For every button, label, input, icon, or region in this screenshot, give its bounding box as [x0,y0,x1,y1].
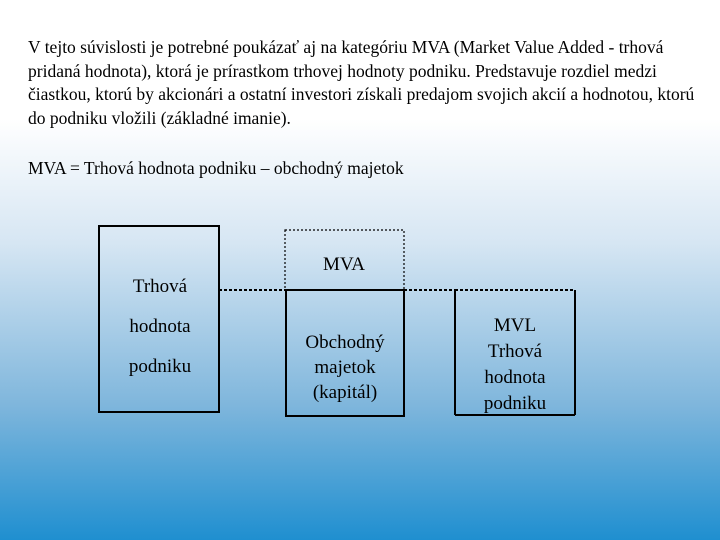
assets-label-line2: majetok [314,357,376,378]
mva-label: MVA [323,254,365,275]
mvl-label-line2: Trhová [487,341,543,362]
mvl-label-line3: hodnota [484,367,546,388]
mva-formula: MVA = Trhová hodnota podniku – obchodný majetok [28,158,404,178]
market-value-label-line2: hodnota [129,316,191,337]
assets-label-line1: Obchodný [305,332,385,353]
intro-paragraph: V tejto súvislosti je potrebné poukázať aj na kategóriu MVA (Market Value Added - trhová pridaná hodnota), ktorá je prírastkom trhovej hodnoty podniku. Predstavuje rozdiel medzi čiastkou, ktorú by akcionári a ostatní investori získali predajom svojich akcií a hodnotou, ktorú do podniku vložili (základné imanie). [28,37,695,128]
mvl-label-line4: podniku [483,393,547,414]
assets-label-line3: (kapitál) [312,382,378,403]
market-value-label-line3: podniku [128,356,192,377]
market-value-label-line1: Trhová [132,276,188,297]
mvl-label-line1: MVL [493,315,537,336]
